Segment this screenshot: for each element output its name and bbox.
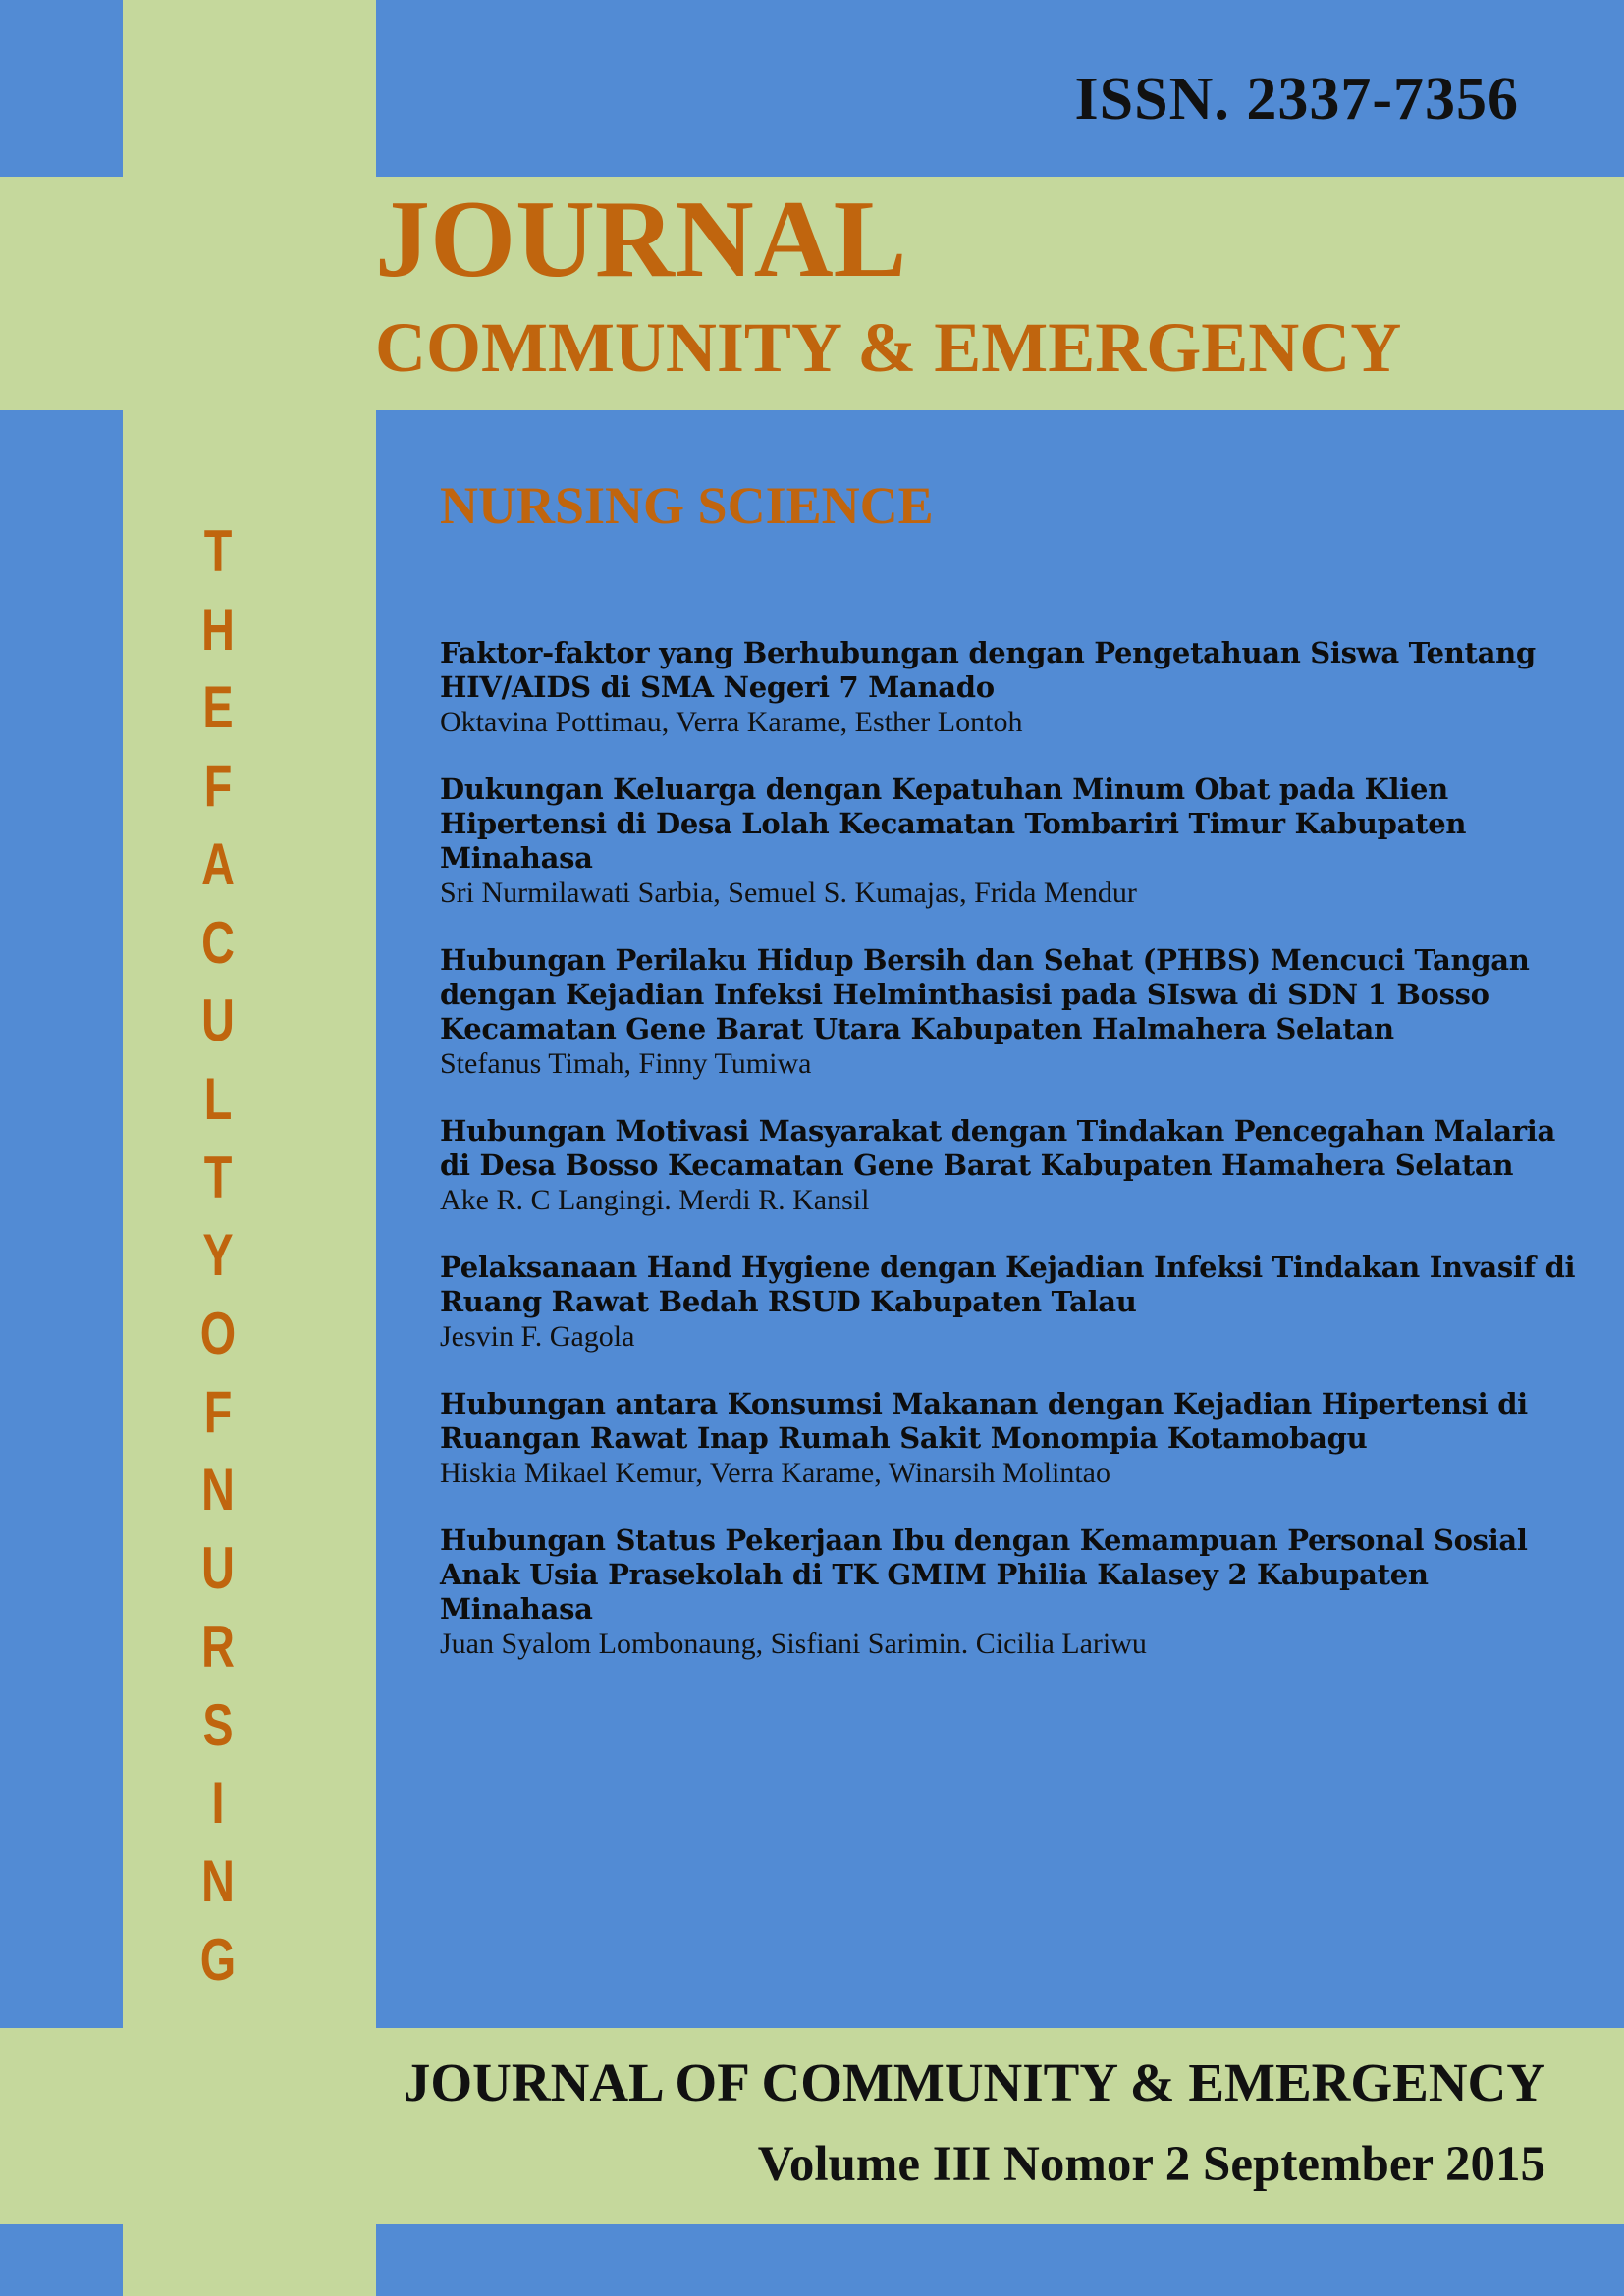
article-title: Hubungan antara Konsumsi Makanan dengan Kejadian Hipertensi di Ruangan Rawat Inap Rumah Sakit Monompia Kotamobagu [440, 1387, 1528, 1455]
article-title: Pelaksanaan Hand Hygiene dengan Kejadian Infeksi Tindakan Invasif di Ruang Rawat Bedah RSUD Kabupaten Talau [440, 1251, 1576, 1318]
article-title: Hubungan Motivasi Masyarakat dengan Tindakan Pencegahan Malaria di Desa Bosso Kecamatan Gene Barat Kabupaten Hamahera Selatan [440, 1114, 1555, 1182]
article-title: Dukungan Keluarga dengan Kepatuhan Minum Obat pada Klien Hipertensi di Desa Lolah Kecamatan Tombariri Timur Kabupaten Minahasa [440, 773, 1467, 875]
side-label-letter: N [201, 1847, 235, 1914]
article-title: Hubungan Status Pekerjaan Ibu dengan Kemampuan Personal Sosial Anak Usia Prasekolah di TK GMIM Philia Kalasey 2 Kabupaten Minahasa [440, 1523, 1528, 1626]
side-label-letter: E [202, 674, 234, 741]
article-item [440, 943, 1579, 1081]
article-title: Faktor-faktor yang Berhubungan dengan Pengetahuan Siswa Tentang HIV/AIDS di SMA Negeri 7 Manado [440, 636, 1536, 704]
side-label-letter: A [201, 830, 235, 897]
article-item [440, 1114, 1579, 1217]
article-item [440, 636, 1579, 739]
side-label-letter: Y [202, 1222, 234, 1289]
side-label-letter: H [201, 596, 235, 663]
side-label-letter: F [203, 1378, 233, 1445]
article-item [440, 1523, 1579, 1661]
side-label-letter: G [199, 1926, 237, 1993]
article-authors: Ake R. C Langingi. Merdi R. Kansil [440, 1184, 870, 1216]
article-authors: Jesvin F. Gagola [440, 1320, 635, 1353]
article-authors: Stefanus Timah, Finny Tumiwa [440, 1047, 812, 1080]
article-title: Hubungan Perilaku Hidup Bersih dan Sehat (PHBS) Mencuci Tangan dengan Kejadian Infeksi Helminthasisi pada SIswa di SDN 1 Bosso Kecamatan Gene Barat Utara Kabupaten Halmahera Selatan [440, 943, 1530, 1045]
side-label-letter: O [199, 1301, 237, 1367]
faculty-vertical-label [195, 512, 242, 1999]
side-label-letter: L [203, 1065, 233, 1132]
side-label-letter: T [203, 518, 233, 584]
section-heading: NURSING SCIENCE [440, 476, 934, 535]
side-label-letter: U [201, 988, 235, 1054]
article-authors: Oktavina Pottimau, Verra Karame, Esther Lontoh [440, 706, 1023, 738]
side-label-letter: T [203, 1144, 233, 1210]
journal-subtitle: COMMUNITY & EMERGENCY [375, 308, 1402, 387]
journal-title: JOURNAL [375, 179, 907, 300]
side-label-letter: N [201, 1457, 235, 1523]
article-authors: Sri Nurmilawati Sarbia, Semuel S. Kumajas, Frida Mendur [440, 877, 1137, 909]
side-label-letter: C [201, 909, 235, 976]
article-authors: Hiskia Mikael Kemur, Verra Karame, Winarsih Molintao [440, 1457, 1110, 1489]
article-authors: Juan Syalom Lombonaung, Sisfiani Sarimin. Cicilia Lariwu [440, 1628, 1147, 1660]
side-label-letter: U [201, 1535, 235, 1602]
article-list [440, 636, 1579, 1694]
side-label-letter: I [211, 1770, 225, 1837]
footer-volume: Volume III Nomor 2 September 2015 [757, 2137, 1545, 2192]
article-item [440, 1387, 1579, 1490]
footer-journal-name: JOURNAL OF COMMUNITY & EMERGENCY [403, 2053, 1545, 2112]
article-item [440, 773, 1579, 910]
article-item [440, 1251, 1579, 1354]
side-label-letter: S [202, 1691, 234, 1758]
side-label-letter: F [203, 753, 233, 820]
side-label-letter: R [201, 1613, 235, 1680]
issn-number: ISSN. 2337-7356 [1074, 66, 1519, 133]
